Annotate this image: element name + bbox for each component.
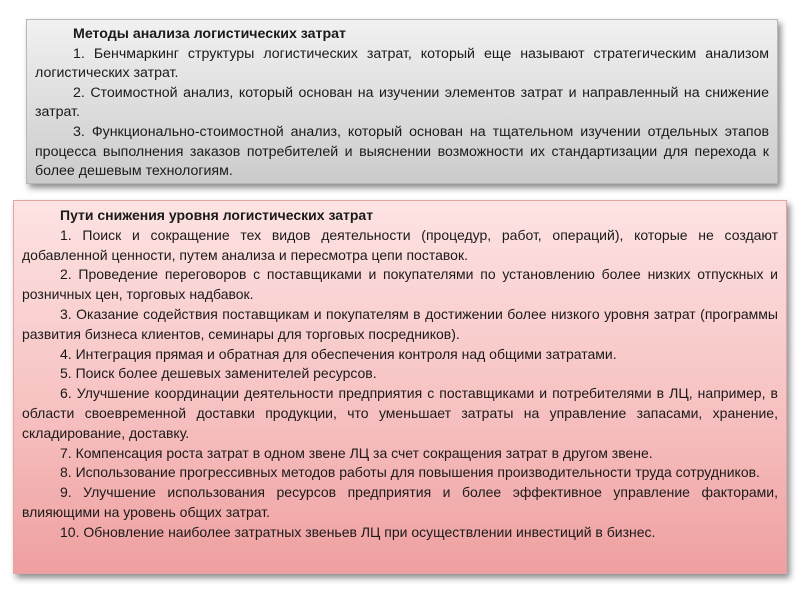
reduction-item-8: 8. Использование прогрессивных методов работы для повышения производительности труда сотрудников. — [60, 464, 760, 481]
methods-item-2: 2. Стоимостной анализ, который основан на изучении элементов затрат и направленный на снижение затрат. — [35, 84, 769, 121]
methods-panel — [26, 19, 778, 184]
reduction-item-10: 10. Обновление наиболее затратных звеньев ЛЦ при осуществлении инвестиций в бизнес. — [60, 523, 656, 540]
reduction-item-5: 5. Поиск более дешевых заменителей ресурсов. — [60, 365, 377, 382]
reduction-item-6: 6. Улучшение координации деятельности предприятия с поставщиками и потребителями в ЛЦ, например, в области своевременной доставки продукции, что уменьшает затраты на управление запасами, хранение, складирование, доставку. — [22, 385, 778, 441]
reduction-item-3: 3. Оказание содействия поставщикам и покупателям в достижении более низкого уровня затрат (программы развития бизнеса клиентов, семинары для торговых посредников). — [22, 305, 778, 342]
reduction-item-2: 2. Проведение переговоров с поставщиками и покупателями по установлению более низких отпускных и розничных цен, торговых надбавок. — [22, 266, 778, 303]
reduction-item-7: 7. Компенсация роста затрат в одном звене ЛЦ за счет сокращения затрат в другом звене. — [60, 444, 653, 461]
methods-item-3: 3. Функционально-стоимостной анализ, который основан на тщательном изучении отдельных этапов процесса выполнения заказов потребителей и выяснении возможности их стандартизации для перехода к более дешевым технологиям. — [35, 123, 769, 180]
reduction-item-9: 9. Улучшение использования ресурсов предприятия и более эффективное управление факторами, влияющими на уровень общих затрат. — [22, 484, 778, 520]
methods-title: Методы анализа логистических затрат — [73, 26, 346, 42]
reduction-item-1: 1. Поиск и сокращение тех видов деятельности (процедур, работ, операций), которые не создают добавленной ценности, путем анализа и пересмотра цепи поставок. — [22, 226, 778, 263]
reduction-panel — [13, 200, 787, 574]
reduction-title: Пути снижения уровня логистических затрат — [60, 207, 374, 223]
reduction-item-4: 4. Интеграция прямая и обратная для обеспечения контроля над общими затратами. — [60, 345, 617, 362]
methods-item-1: 1. Бенчмаркинг структуры логистических затрат, который еще называют стратегическим анализом логистических затрат. — [35, 45, 769, 82]
